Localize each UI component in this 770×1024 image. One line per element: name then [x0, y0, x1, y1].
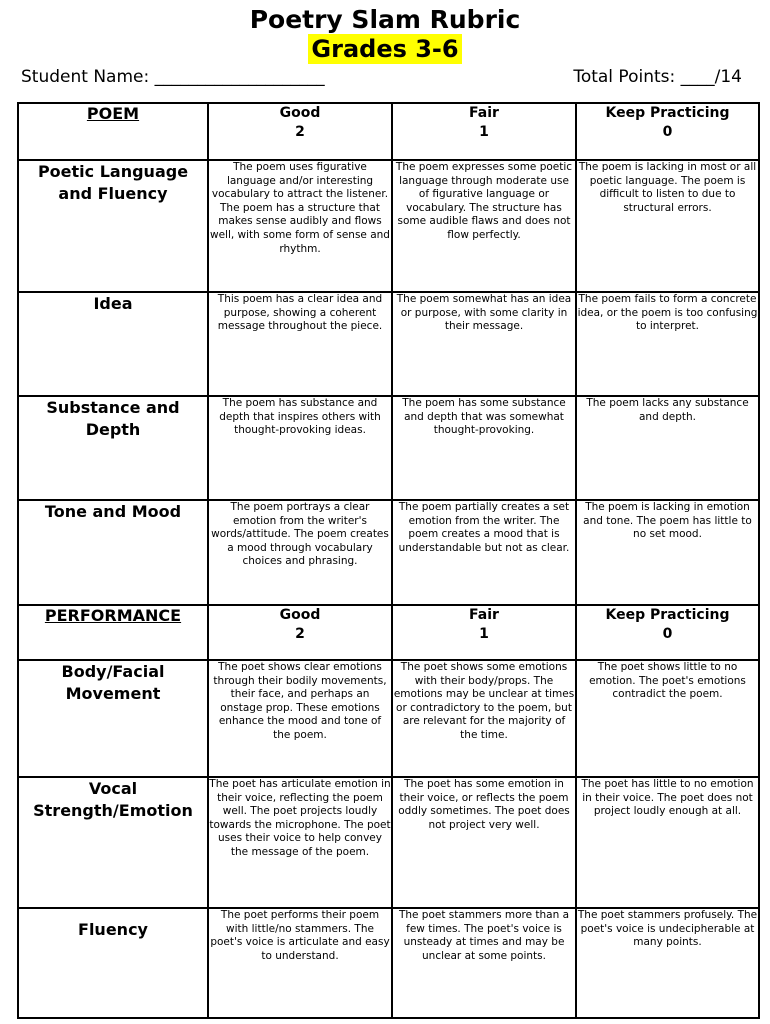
- descriptor-fair: The poet shows some emotions with their body/props. The emotions may be unclear at times or contradictory to the poem, but are relevant for the majority of the time.: [392, 660, 576, 777]
- section-header-row-poem: [18, 103, 759, 160]
- criterion-name: Poetic Language and Fluency: [18, 160, 208, 292]
- criterion-row-substance: [18, 396, 759, 500]
- descriptor-keep-practicing: The poet has little to no emotion in their voice. The poet does not project loudly enough at all.: [576, 777, 759, 908]
- criterion-name: Idea: [18, 292, 208, 396]
- criterion-name: Substance and Depth: [18, 396, 208, 500]
- level-header-good: Good 2: [208, 103, 392, 160]
- descriptor-good: This poem has a clear idea and purpose, showing a coherent message throughout the piece.: [208, 292, 392, 396]
- descriptor-fair: The poet has some emotion in their voice, or reflects the poem oddly sometimes. The poet does not project very well.: [392, 777, 576, 908]
- descriptor-fair: The poem partially creates a set emotion from the writer. The poem creates a mood that is understandable but not as clear.: [392, 500, 576, 605]
- descriptor-fair: The poem expresses some poetic language through moderate use of figurative language or vocabulary. The structure has some audible flaws and does not flow perfectly.: [392, 160, 576, 292]
- descriptor-good: The poem portrays a clear emotion from the writer's words/attitude. The poem creates a mood through vocabulary choices and phrasing.: [208, 500, 392, 605]
- level-header-fair: Fair 1: [392, 605, 576, 660]
- criterion-row-idea: [18, 292, 759, 396]
- descriptor-keep-practicing: The poem is lacking in most or all poetic language. The poem is difficult to listen to due to structural errors.: [576, 160, 759, 292]
- descriptor-good: The poem has substance and depth that inspires others with thought-provoking ideas.: [208, 396, 392, 500]
- descriptor-good: The poet has articulate emotion in their voice, reflecting the poem well. The poet projects loudly towards the microphone. The poet uses their voice to help convey the message of the poem.: [208, 777, 392, 908]
- grade-level-subtitle: Grades 3-6: [308, 34, 461, 64]
- student-name-field: Student Name: ____________________: [21, 67, 325, 87]
- criterion-name: Body/Facial Movement: [18, 660, 208, 777]
- descriptor-fair: The poem has some substance and depth that was somewhat thought-provoking.: [392, 396, 576, 500]
- level-header-keep-practicing: Keep Practicing 0: [576, 605, 759, 660]
- total-points-field: Total Points: ____/14: [573, 67, 742, 87]
- descriptor-keep-practicing: The poet shows little to no emotion. The poet's emotions contradict the poem.: [576, 660, 759, 777]
- rubric-title: Poetry Slam Rubric: [249, 5, 521, 34]
- section-title-performance: PERFORMANCE: [18, 605, 208, 660]
- criterion-name: Fluency: [18, 908, 208, 1018]
- criterion-name: Vocal Strength/Emotion: [18, 777, 208, 908]
- criterion-row-poetic-language: [18, 160, 759, 292]
- criterion-row-fluency: [18, 908, 759, 1018]
- level-header-good: Good 2: [208, 605, 392, 660]
- section-header-row-performance: [18, 605, 759, 660]
- descriptor-keep-practicing: The poem is lacking in emotion and tone. The poem has little to no set mood.: [576, 500, 759, 605]
- descriptor-keep-practicing: The poet stammers profusely. The poet's voice is undecipherable at many points.: [576, 908, 759, 1018]
- descriptor-fair: The poem somewhat has an idea or purpose, with some clarity in their message.: [392, 292, 576, 396]
- descriptor-good: The poet performs their poem with little/no stammers. The poet's voice is articulate and easy to understand.: [208, 908, 392, 1018]
- rubric-table: [17, 102, 760, 1019]
- criterion-name: Tone and Mood: [18, 500, 208, 605]
- subtitle-wrapper: [0, 34, 770, 64]
- criterion-row-vocal: [18, 777, 759, 908]
- descriptor-good: The poem uses figurative language and/or interesting vocabulary to attract the listener. The poem has a structure that makes sense audibly and flows well, with some form of sense and rhythm.: [208, 160, 392, 292]
- descriptor-good: The poet shows clear emotions through their bodily movements, their face, and perhaps an onstage prop. These emotions enhance the mood and tone of the poem.: [208, 660, 392, 777]
- level-header-keep-practicing: Keep Practicing 0: [576, 103, 759, 160]
- descriptor-keep-practicing: The poem lacks any substance and depth.: [576, 396, 759, 500]
- descriptor-fair: The poet stammers more than a few times. The poet's voice is unsteady at times and may be unclear at some points.: [392, 908, 576, 1018]
- criterion-row-tone-mood: [18, 500, 759, 605]
- level-header-fair: Fair 1: [392, 103, 576, 160]
- criterion-row-body-facial: [18, 660, 759, 777]
- section-title-poem: POEM: [18, 103, 208, 160]
- descriptor-keep-practicing: The poem fails to form a concrete idea, or the poem is too confusing to interpret.: [576, 292, 759, 396]
